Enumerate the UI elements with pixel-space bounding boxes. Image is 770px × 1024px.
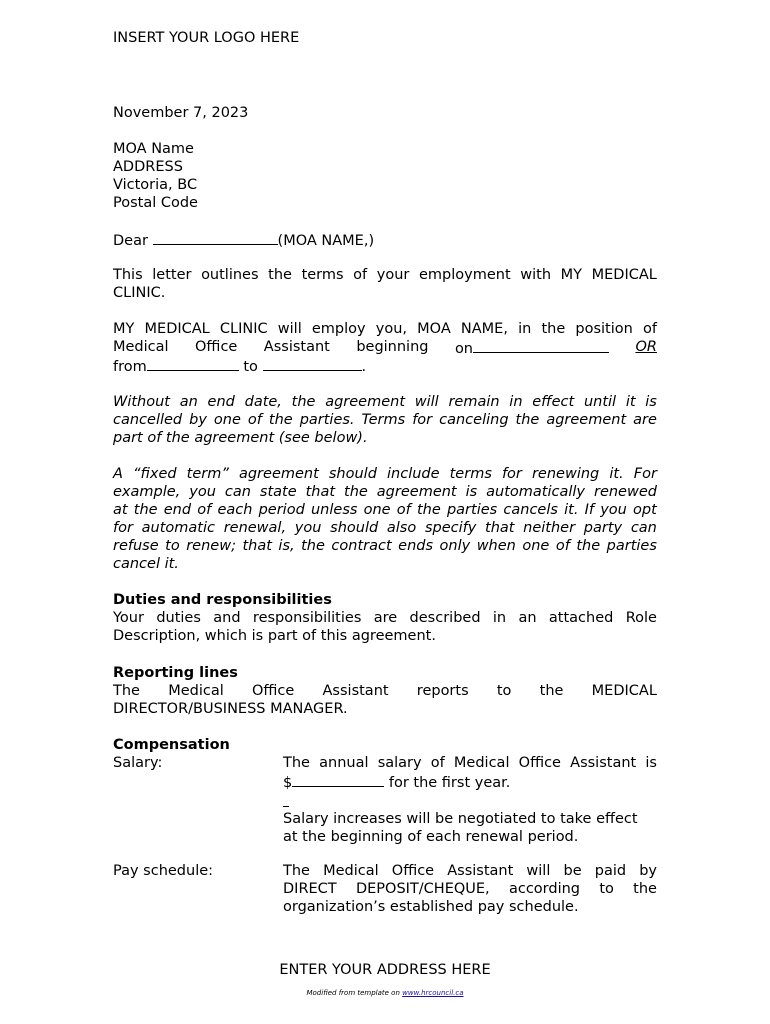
word: The xyxy=(283,863,310,879)
word: until xyxy=(583,394,617,410)
word: by xyxy=(639,863,657,879)
fixed-term-line-3 xyxy=(113,501,657,519)
word: parties. xyxy=(299,412,355,428)
reporting-line-1 xyxy=(113,682,657,700)
word: in xyxy=(509,394,523,410)
word: of xyxy=(197,502,212,518)
word: the xyxy=(344,484,368,500)
footer-note-prefix: Modified from template on xyxy=(306,989,403,997)
word: by xyxy=(189,412,207,428)
word: only xyxy=(439,538,471,554)
word: Role xyxy=(625,610,657,626)
word: MEDICAL xyxy=(591,683,657,699)
increase-line-1: Salary increases will be negotiated to take effect xyxy=(283,811,638,827)
word: with xyxy=(520,267,552,283)
word: your xyxy=(376,267,410,283)
word: letter xyxy=(152,267,192,283)
footer-note xyxy=(113,989,657,997)
word: the xyxy=(633,881,657,897)
fixed-term-line-5 xyxy=(113,537,657,555)
employ-to: to xyxy=(243,359,258,375)
word: will xyxy=(526,863,551,879)
word: term” xyxy=(186,466,229,482)
word: when xyxy=(476,538,516,554)
word: attached xyxy=(548,610,614,626)
word: an xyxy=(179,394,198,410)
word: one xyxy=(522,538,550,554)
word: reports xyxy=(416,683,469,699)
word: the xyxy=(301,538,325,554)
word: Medical xyxy=(168,683,224,699)
salary-line-1 xyxy=(283,754,657,772)
word: that xyxy=(485,520,515,536)
employ-word: Office xyxy=(195,339,238,355)
end-date-line-3: part of the agreement (see below). xyxy=(113,430,368,446)
word: for xyxy=(412,412,433,428)
word: is, xyxy=(278,538,295,554)
letter-page xyxy=(113,0,657,1024)
word: should xyxy=(328,466,377,482)
word: you xyxy=(294,520,322,536)
word: the xyxy=(541,321,566,337)
word: renewal, xyxy=(223,520,287,536)
salary-text xyxy=(283,754,657,846)
salary-gap-mark xyxy=(283,792,289,807)
word: DIRECT xyxy=(283,881,337,897)
word: you, xyxy=(375,321,408,337)
word: the xyxy=(268,412,293,428)
word: DEPOSIT/CHEQUE, xyxy=(355,881,490,897)
word: refuse xyxy=(113,538,159,554)
word: renew; xyxy=(186,538,236,554)
word: agreement xyxy=(238,466,319,482)
fixed-term-line-1 xyxy=(113,465,657,483)
word: renewing xyxy=(531,466,600,482)
fixed-term-line-6: cancel it. xyxy=(113,556,179,572)
word: Your xyxy=(113,610,144,626)
word: MEDICAL xyxy=(591,267,657,283)
word: “fixed xyxy=(133,466,177,482)
pay-line-1 xyxy=(283,862,657,880)
word: terms xyxy=(301,267,344,283)
from-date-blank xyxy=(147,356,239,371)
word: cancelled xyxy=(113,412,183,428)
word: position xyxy=(575,321,633,337)
word: of xyxy=(353,267,368,283)
salutation-dear: Dear xyxy=(113,233,148,249)
word: of xyxy=(396,502,411,518)
pay-schedule-label: Pay schedule: xyxy=(113,863,214,879)
word: it xyxy=(625,394,636,410)
word: NAME, xyxy=(460,321,508,337)
word: end xyxy=(207,394,235,410)
recipient-name: MOA Name xyxy=(113,141,194,157)
word: for xyxy=(501,466,522,482)
reporting-heading: Reporting lines xyxy=(113,665,238,681)
employ-line-3 xyxy=(113,356,366,376)
word: duties xyxy=(156,610,201,626)
word: Office xyxy=(251,683,295,699)
word: end xyxy=(163,502,192,518)
employ-or-text: OR xyxy=(635,339,657,355)
word: the xyxy=(576,538,601,554)
word: the xyxy=(291,394,316,410)
word: example, xyxy=(113,484,181,500)
footer-address: ENTER YOUR ADDRESS HERE xyxy=(279,962,491,978)
word: Assistant xyxy=(570,755,637,771)
word: MY xyxy=(113,321,135,337)
word: the xyxy=(515,412,540,428)
word: in xyxy=(518,321,532,337)
word: outlines xyxy=(201,267,259,283)
start-date-field xyxy=(455,338,609,358)
end-date-line-1 xyxy=(113,393,657,411)
word: The xyxy=(113,683,140,699)
word: contract xyxy=(331,538,392,554)
footer-note-link[interactable]: www.hrcouncil.ca xyxy=(402,989,464,997)
word: Assistant xyxy=(447,863,514,879)
word: of xyxy=(430,755,445,771)
word: the xyxy=(416,502,441,518)
logo-placeholder: INSERT YOUR LOGO HERE xyxy=(113,30,300,46)
word: according xyxy=(508,881,581,897)
word: unless xyxy=(310,502,358,518)
employ-from: from xyxy=(113,359,147,375)
word: Without xyxy=(113,394,170,410)
employ-word: Assistant xyxy=(263,339,330,355)
word: agreement xyxy=(376,484,457,500)
word: Assistant xyxy=(322,683,389,699)
word: you xyxy=(600,502,627,518)
word: automatic xyxy=(141,520,215,536)
duties-line-2: Description, which is part of this agreement. xyxy=(113,628,436,644)
word: to xyxy=(165,538,180,554)
word: at xyxy=(113,502,128,518)
word: paid xyxy=(594,863,627,879)
word: state xyxy=(259,484,297,500)
word: one xyxy=(213,412,241,428)
word: party xyxy=(583,520,623,536)
word: be xyxy=(563,863,582,879)
word: you xyxy=(189,484,216,500)
pay-schedule-text xyxy=(283,862,657,916)
word: each xyxy=(217,502,253,518)
word: automatically xyxy=(486,484,586,500)
word: cancels xyxy=(503,502,558,518)
word: the xyxy=(133,502,158,518)
word: renewed xyxy=(593,484,657,500)
salutation xyxy=(113,230,374,250)
word: agreement xyxy=(325,394,406,410)
word: date, xyxy=(244,394,282,410)
word: canceling xyxy=(439,412,509,428)
employ-on: on xyxy=(454,341,473,357)
word: Medical xyxy=(453,755,510,771)
word: are xyxy=(633,412,657,428)
compensation-heading: Compensation xyxy=(113,737,230,753)
start-date-blank xyxy=(473,338,609,353)
word: an xyxy=(518,610,537,626)
word: MEDICAL xyxy=(144,321,210,337)
word: responsibilities xyxy=(252,610,362,626)
salutation-blank xyxy=(153,230,278,245)
letter-date: November 7, 2023 xyxy=(113,105,249,121)
word: MY xyxy=(560,267,582,283)
salary-gap xyxy=(283,792,657,810)
word: salary xyxy=(377,755,422,771)
word: it. xyxy=(609,466,624,482)
word: and xyxy=(213,610,241,626)
word: This xyxy=(113,267,143,283)
pay-line-3: organization’s established pay schedule. xyxy=(283,899,579,915)
word: MOA xyxy=(417,321,451,337)
recipient-city: Victoria, BC xyxy=(113,177,198,193)
word: will xyxy=(277,321,302,337)
salutation-suffix: (MOA NAME,) xyxy=(277,233,375,249)
pay-line-2 xyxy=(283,880,657,898)
word: also xyxy=(386,520,417,536)
word: include xyxy=(387,466,440,482)
word: The xyxy=(283,755,310,771)
word: parties xyxy=(606,538,657,554)
word: specify xyxy=(424,520,477,536)
word: Terms xyxy=(361,412,406,428)
salary-amount-blank xyxy=(292,772,384,787)
fixed-term-line-4 xyxy=(113,519,657,537)
word: A xyxy=(113,466,123,482)
word: agreement xyxy=(546,412,627,428)
word: effect xyxy=(532,394,575,410)
word: it. xyxy=(564,502,579,518)
word: in xyxy=(492,610,507,626)
recipient-postal: Postal Code xyxy=(113,195,198,211)
intro-line-2: CLINIC. xyxy=(113,285,166,301)
employ-line-2 xyxy=(113,338,657,358)
word: If xyxy=(584,502,595,518)
word: to xyxy=(496,683,512,699)
salary-dollar: $ xyxy=(283,775,293,791)
end-date-line-2 xyxy=(113,411,657,429)
word: will xyxy=(414,394,439,410)
word: opt xyxy=(633,502,657,518)
salary-line-2 xyxy=(283,772,657,792)
word: of xyxy=(642,321,657,337)
salary-label: Salary: xyxy=(113,755,163,771)
word: CLINIC xyxy=(219,321,268,337)
word: that xyxy=(305,484,336,500)
employ-word: Medical xyxy=(113,339,169,355)
employ-line-1 xyxy=(113,320,657,338)
increase-line-2: at the beginning of each renewal period. xyxy=(283,829,579,845)
to-date-blank xyxy=(263,356,362,371)
word: is xyxy=(465,484,478,500)
word: For xyxy=(633,466,657,482)
word: period xyxy=(258,502,305,518)
word: can xyxy=(630,520,657,536)
recipient-address: ADDRESS xyxy=(113,159,183,175)
word: for xyxy=(113,520,133,536)
word: is xyxy=(645,755,657,771)
word: employment xyxy=(418,267,511,283)
salary-line-2-rest: for the first year. xyxy=(384,775,511,791)
word: that xyxy=(242,538,272,554)
word: ends xyxy=(398,538,434,554)
word: Medical xyxy=(323,863,379,879)
employ-period: . xyxy=(361,359,367,375)
employ-or xyxy=(635,338,657,358)
duties-heading: Duties and responsibilities xyxy=(113,592,332,608)
word: neither xyxy=(523,520,576,536)
word: employ xyxy=(311,321,366,337)
word: of xyxy=(555,538,570,554)
word: to xyxy=(599,881,614,897)
word: Office xyxy=(391,863,435,879)
word: the xyxy=(539,683,564,699)
word: terms xyxy=(449,466,492,482)
word: is xyxy=(645,394,657,410)
word: described xyxy=(409,610,481,626)
intro-line-1 xyxy=(113,266,657,284)
word: are xyxy=(373,610,398,626)
word: Office xyxy=(518,755,561,771)
fixed-term-line-2 xyxy=(113,483,657,501)
word: parties xyxy=(446,502,498,518)
word: one xyxy=(363,502,391,518)
word: should xyxy=(330,520,379,536)
word: remain xyxy=(448,394,500,410)
reporting-line-2: DIRECTOR/BUSINESS MANAGER. xyxy=(113,701,348,717)
word: of xyxy=(247,412,262,428)
duties-line-1 xyxy=(113,609,657,627)
word: the xyxy=(268,267,292,283)
word: annual xyxy=(319,755,369,771)
employ-word: beginning xyxy=(356,339,429,355)
word: can xyxy=(224,484,251,500)
